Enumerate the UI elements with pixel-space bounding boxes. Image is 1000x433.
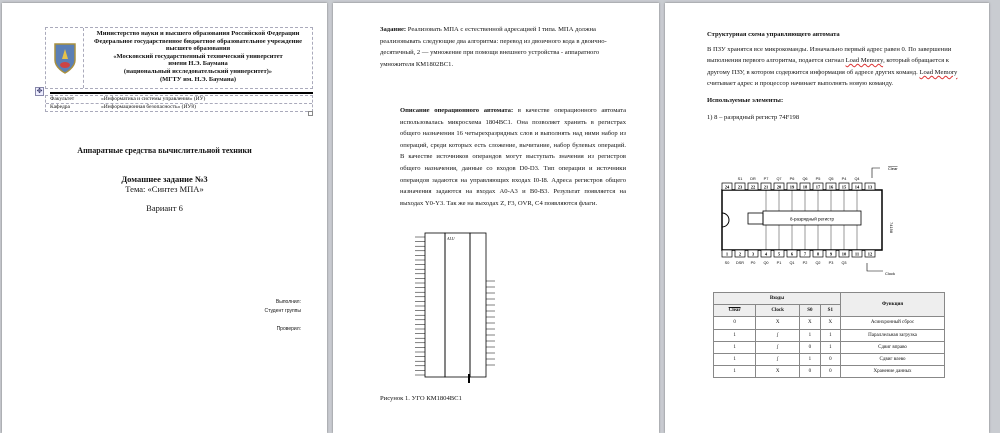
university-header	[45, 27, 313, 89]
header-line: (национальный исследовательский университет)»	[123, 67, 273, 75]
load-memory-term: Load Memory	[845, 57, 884, 65]
table-cell: 1	[714, 353, 756, 365]
faculty-table	[45, 95, 313, 112]
table-cell: 0	[820, 353, 840, 365]
load-memory-term: Load Memory	[919, 68, 958, 76]
pin-label: P0	[750, 261, 756, 265]
clock-label: Clock	[885, 271, 896, 276]
task-paragraph	[380, 24, 626, 70]
table-cell: X	[756, 366, 800, 378]
header-line: имени Н.Э. Баумана	[168, 60, 228, 68]
pin-label: S1	[737, 177, 743, 181]
pin-number: 22	[750, 184, 756, 190]
pin-label: DSR	[735, 261, 745, 265]
table-row	[714, 353, 945, 365]
pin-number: 16	[828, 184, 834, 190]
table-row	[714, 329, 945, 341]
table-cell: 1	[800, 329, 820, 341]
table-cell: 1	[714, 341, 756, 353]
pin-label: Q0	[763, 261, 769, 265]
page-2-task	[333, 3, 659, 433]
table-cell: 1	[714, 329, 756, 341]
pin-number: 12	[867, 251, 873, 257]
table-cell: ʃ	[756, 341, 800, 353]
pin-number: 17	[815, 184, 821, 190]
pin-number: 23	[737, 184, 743, 190]
course-title: Аппаратные средства вычислительной техники	[77, 146, 252, 155]
pin-number: 14	[854, 184, 860, 190]
pin-number: 8	[816, 251, 820, 257]
pin-label: P2	[802, 261, 808, 265]
pin-label: P6	[789, 177, 795, 181]
pin-label: P1	[776, 261, 782, 265]
pin-label: Q2	[815, 261, 821, 265]
pin-number: 5	[777, 251, 781, 257]
page-3-structure	[665, 3, 989, 433]
pin-number: 9	[829, 251, 833, 257]
header-divider	[50, 92, 313, 94]
section-heading: Структурная схема управляющего автомата	[707, 31, 840, 38]
pin-label: P3	[828, 261, 834, 265]
function-header: Функция	[841, 293, 945, 317]
element-item: 1) 8 – разрядный регистр 74F198	[707, 113, 800, 121]
pin-number: 19	[789, 184, 795, 190]
inputs-header: Входы	[714, 293, 841, 305]
pin-number: 18	[802, 184, 808, 190]
table-resize-handle[interactable]	[308, 111, 313, 116]
pin-number: 20	[776, 184, 782, 190]
table-cell: 1	[820, 341, 840, 353]
pin-label: P4	[841, 177, 847, 181]
pin-label: Q7	[776, 177, 782, 181]
para-text: , который обращается к другому ПЗУ, в котором содержится информация об адресе других команд.	[707, 57, 950, 76]
pin-label: Q5	[828, 177, 834, 181]
alu-chip-diagram	[395, 231, 505, 381]
table-cell: X	[820, 317, 840, 329]
description-label: Описание операционного автомата:	[400, 107, 514, 114]
pin-label: P7	[763, 177, 769, 181]
header-line: Федеральное государственное бюджетное образовательное учреждение	[94, 37, 302, 45]
department-label: Кафедра	[50, 104, 70, 110]
task-text: Реализовать МПА с естественной адресацией I типа. МПА должна реализовывать следующие два алгоритма: перевод из двоичного кода в двоично-десятичный, 2 — умножение при помощи внешнего устройства - аппаратного умножителя КМ1802ВС1.	[380, 26, 607, 68]
table-cell: Параллельная загрузка	[841, 329, 945, 341]
table-cell: X	[756, 317, 800, 329]
homework-title: Домашнее задание №3	[121, 174, 208, 184]
clear-label: Clear	[888, 166, 898, 171]
table-cell: 0	[820, 366, 840, 378]
col-s1: S1	[820, 305, 840, 317]
pin-label: P5	[815, 177, 821, 181]
pin-number: 21	[763, 184, 769, 190]
para-text: В ПЗУ хранятся все микрокоманды. Изначально первый адрес равен 0. По завершении выполнения первого алгоритма, подается сигнал	[707, 45, 952, 65]
col-s0: S0	[800, 305, 820, 317]
table-cell: ʃ	[756, 329, 800, 341]
table-row	[714, 317, 945, 329]
table-cell: 1	[820, 329, 840, 341]
pin-number: 3	[751, 251, 755, 257]
description-paragraph	[380, 105, 626, 209]
table-cell: Асинхронный сброс	[841, 317, 945, 329]
part-number: 74198	[889, 222, 894, 234]
variant: Вариант 6	[146, 203, 183, 213]
pin-label: S0	[724, 261, 730, 265]
pin-number: 15	[841, 184, 847, 190]
faculty-value: «Информатика и системы управления» (ИУ)	[101, 96, 206, 102]
table-cell: 1	[800, 353, 820, 365]
table-cell: 0	[800, 341, 820, 353]
pin-label: DR	[750, 177, 756, 181]
pin-number: 4	[764, 251, 768, 257]
page-1-title	[2, 3, 327, 433]
table-cell: 0	[800, 366, 820, 378]
student-group: Студент группы	[264, 308, 301, 314]
pin-label: Q4	[854, 177, 860, 181]
col-clear: Clear	[714, 305, 756, 317]
department-value: «Информационная безопасность» (ИУ8)	[101, 104, 196, 110]
pin-number: 2	[738, 251, 742, 257]
table-row	[714, 366, 945, 378]
pin-label: Q3	[841, 261, 847, 265]
topic: Тема: «Синтез МПА»	[125, 184, 204, 194]
faculty-label: Факультет	[50, 96, 75, 102]
table-cell: Хранение данных	[841, 366, 945, 378]
col-clock: Clock	[756, 305, 800, 317]
pin-label: Q6	[802, 177, 808, 181]
chip-label: ALU	[447, 236, 455, 241]
structure-section	[707, 29, 965, 123]
header-line: «Московский государственный технический университет	[113, 52, 283, 60]
pin-number: 10	[841, 251, 847, 257]
register-74198-diagram	[705, 158, 905, 283]
pin-number: 13	[867, 184, 873, 190]
header-line: (МГТУ им. Н.Э. Баумана)	[159, 75, 237, 83]
table-cell: Сдвиг влево	[841, 353, 945, 365]
pin-number: 11	[854, 251, 860, 257]
table-cell: 0	[714, 317, 756, 329]
pin-number: 24	[724, 184, 730, 190]
pin-number: 1	[725, 251, 729, 257]
header-line: высшего образования	[165, 45, 231, 53]
table-cell: 1	[714, 366, 756, 378]
university-logo	[46, 28, 84, 88]
text-cursor	[468, 374, 470, 383]
figure-caption: Рисунок 1. УГО КМ1804ВС1	[380, 395, 462, 402]
function-table	[713, 292, 945, 378]
table-cell: ʃ	[756, 353, 800, 365]
para-text: считывает адрес и процессор начинает выполнять новую команду.	[707, 80, 894, 88]
table-cell: Сдвиг вправо	[841, 341, 945, 353]
table-move-handle-icon[interactable]: ✥	[36, 87, 43, 95]
elements-heading: Используемые элементы:	[707, 96, 784, 104]
structure-paragraph	[707, 44, 965, 90]
pin-label: Q1	[789, 261, 795, 265]
header-line: Министерство науки и высшего образования Российской Федерации	[96, 30, 300, 37]
checked-by: Проверил:	[276, 326, 301, 332]
register-label: 8-разрядный регистр	[790, 216, 834, 222]
table-row	[714, 341, 945, 353]
done-by: Выполнил:	[275, 299, 301, 305]
pin-number: 6	[790, 251, 794, 257]
pin-number: 7	[803, 251, 807, 257]
description-text: в качестве операционного автомата использовалась микросхема 1804ВС1. Она позволяет хранить в регистрах общего назначения 16 четырехразрядных слов и выполнять над ними набор из операций, среди которых есть сложение, вычитание, набор булевых операций. В качестве источников операндов могут выступать значения из регистров общего назначения, данные со входов D0-D3. Тип операции и источники операндов задаются на управляющих входах I0-I8. Адреса регистров общего назначения задаются на входах А0-А3 и В0-В3. Результат появляется на выходах Y0-Y3. Так же на выходах Z, F3, OVR, C4 появляются флаги.	[400, 107, 626, 207]
task-label: Задание:	[380, 26, 407, 33]
table-cell: X	[800, 317, 820, 329]
